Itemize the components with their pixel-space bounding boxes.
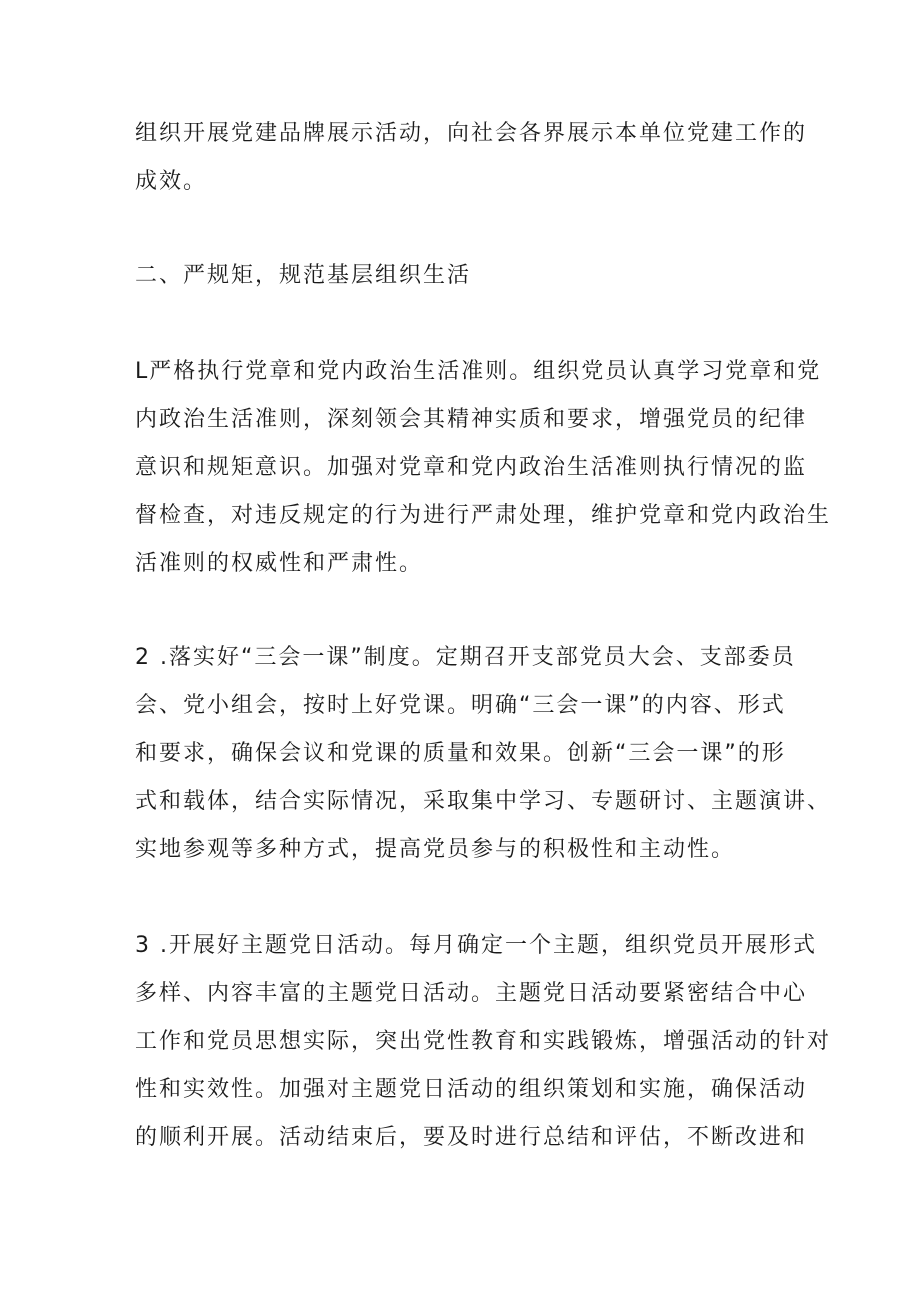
text-line: 性和实效性。加强对主题党日活动的组织策划和实施，确保活动	[135, 1077, 808, 1102]
text-line: L严格执行党章和党内政治生活准则。组织党员认真学习党章和党	[135, 359, 822, 384]
text-line: 组织开展党建品牌展示活动，向社会各界展示本单位党建工作的	[135, 121, 808, 146]
text-line: 活准则的权威性和严肃性。	[135, 551, 424, 576]
text-line: 工作和党员思想实际，突出党性教育和实践锻炼，增强活动的针对	[135, 1029, 832, 1054]
text-line: 成效。	[135, 169, 208, 194]
heading-text: 二、严规矩，规范基层组织生活	[135, 263, 472, 288]
text-line: 的顺利开展。活动结束后，要及时进行总结和评估，不断改进和	[135, 1125, 808, 1150]
paragraph-item-1	[135, 348, 832, 588]
section-heading	[135, 252, 795, 300]
text-line: 督检查，对违反规定的行为进行严肃处理，维护党章和党内政治生	[135, 503, 832, 528]
text-line: 内政治生活准则，深刻领会其精神实质和要求，增强党员的纪律	[135, 407, 808, 432]
text-line: 多样、内容丰富的主题党日活动。主题党日活动要紧密结合中心	[135, 981, 808, 1006]
paragraph-brand-activity	[135, 110, 808, 206]
text-line: 和要求，确保会议和党课的质量和效果。创新“三会一课”的形	[135, 741, 786, 766]
text-line: 意识和规矩意识。加强对党章和党内政治生活准则执行情况的监	[135, 455, 808, 480]
text-line: 2 .落实好“三会一课”制度。定期召开支部党员大会、支部委员	[135, 645, 796, 670]
text-line: 实地参观等多种方式，提高党员参与的积极性和主动性。	[135, 837, 736, 862]
paragraph-item-2	[135, 634, 832, 874]
paragraph-item-3	[135, 922, 832, 1162]
text-line: 3 .开展好主题党日活动。每月确定一个主题，组织党员开展形式	[135, 933, 817, 958]
text-line: 式和载体，结合实际情况，采取集中学习、专题研讨、主题演讲、	[135, 789, 832, 814]
text-line: 会、党小组会，按时上好党课。明确“三会一课”的内容、形式	[135, 693, 786, 718]
